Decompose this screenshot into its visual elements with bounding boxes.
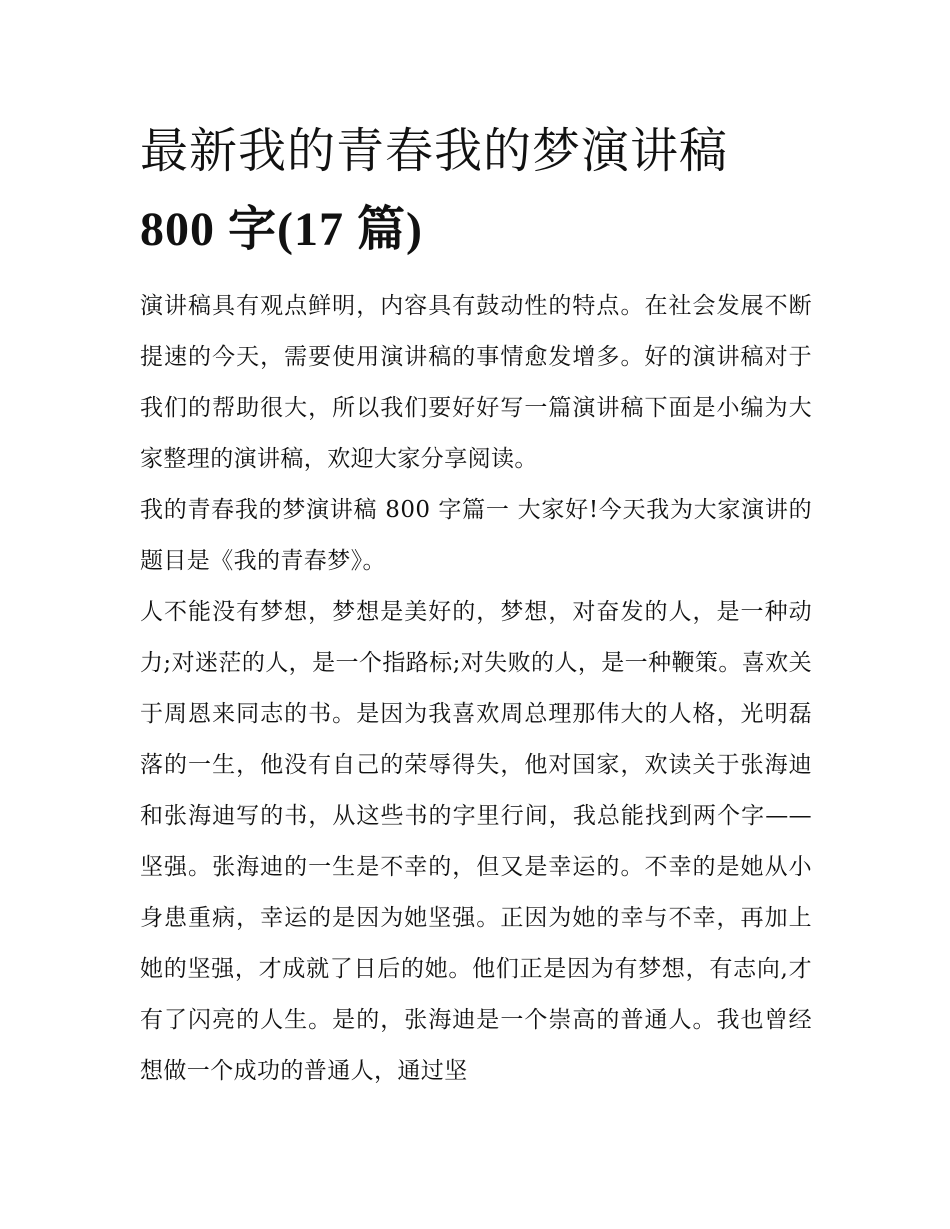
paragraph-main: 人不能没有梦想，梦想是美好的，梦想，对奋发的人，是一种动力;对迷茫的人，是一个指路标;对失败的人，是一种鞭策。喜欢关于周恩来同志的书。是因为我喜欢周总理那伟大的人格，光明磊落的一生，他没有自己的荣辱得失，他对国家，欢读关于张海迪和张海迪写的书，从这些书的字里行间，我总能找到两个字——坚强。张海迪的一生是不幸的，但又是幸运的。不幸的是她从小身患重病，幸运的是因为她坚强。正因为她的幸与不幸，再加上她的坚强，才成就了日后的她。他们正是因为有梦想，有志向,才有了闪亮的人生。是的，张海迪是一个崇高的普通人。我也曾经想做一个成功的普通人，通过坚 — [140, 599, 812, 1084]
title-line-1: 最新我的青春我的梦演讲稿 — [140, 123, 729, 179]
title-line-2: 800 字(17 篇) — [140, 203, 423, 256]
document-title — [140, 112, 812, 269]
paragraph-opening: 我的青春我的梦演讲稿 800 字篇一 大家好!今天我为大家演讲的题目是《我的青春梦》。 — [140, 497, 812, 574]
paragraph-intro: 演讲稿具有观点鲜明，内容具有鼓动性的特点。在社会发展不断提速的今天，需要使用演讲稿的事情愈发增多。好的演讲稿对于我们的帮助很大，所以我们要好好写一篇演讲稿下面是小编为大家整理的演讲稿，欢迎大家分享阅读。 — [140, 293, 812, 472]
document-body — [140, 281, 812, 1097]
document-page — [140, 112, 812, 1097]
